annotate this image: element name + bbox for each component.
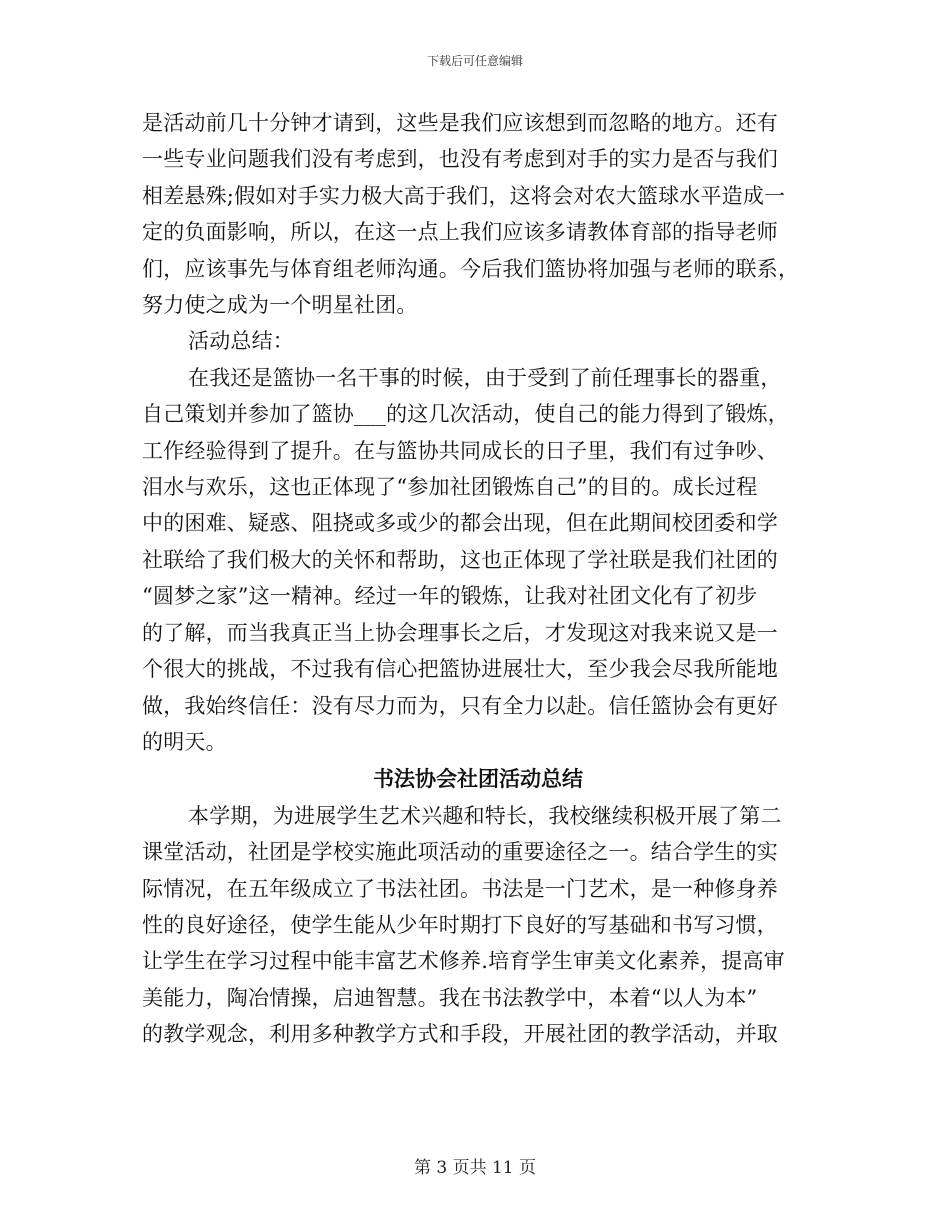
summary-label: 活动总结： bbox=[188, 329, 294, 354]
text-line: 一些专业问题我们没有考虑到，也没有考虑到对手的实力是否与我们 bbox=[142, 147, 778, 172]
page-footer: 第 3 页共 11 页 bbox=[413, 1158, 537, 1178]
text-line: 努力使之成为一个明星社团。 bbox=[142, 293, 418, 318]
text-line: 定的负面影响，所以，在这一点上我们应该多请教体育部的指导老师 bbox=[142, 220, 778, 245]
text-line: 工作经验得到了提升。在与篮协共同成长的日子里，我们有过争吵、 bbox=[142, 438, 778, 463]
text-line: 美能力，陶冶情操，启迪智慧。我在书法教学中，本着“以人为本” bbox=[142, 985, 758, 1010]
text-line: 相差悬殊;假如对手实力极大高于我们，这将会对农大篮球水平造成一 bbox=[142, 183, 786, 208]
paragraph-1 bbox=[142, 105, 814, 323]
text-line: 是活动前几十分钟才请到，这些是我们应该想到而忽略的地方。还有 bbox=[142, 111, 778, 135]
text-line: 的明天。 bbox=[142, 729, 227, 754]
document-body bbox=[142, 105, 814, 1053]
text-line: 中的困难、疑惑、阻挠或多或少的都会出现，但在此期间校团委和学 bbox=[142, 511, 778, 536]
text-line: 们，应该事先与体育组老师沟通。今后我们篮协将加强与老师的联系， bbox=[142, 256, 800, 281]
text-line: 课堂活动，社团是学校实施此项活动的重要途径之一。结合学生的实 bbox=[142, 840, 778, 865]
text-line: 泪水与欢乐，这也正体现了“参加社团锻炼自己”的目的。成长过程 bbox=[142, 475, 758, 500]
text-line: 个很大的挑战，不过我有信心把篮协进展壮大，至少我会尽我所能地 bbox=[142, 657, 778, 682]
text-line: 做，我始终信任：没有尽力而为，只有全力以赴。信任篮协会有更好 bbox=[142, 693, 778, 718]
page-header: 下载后可任意编辑 bbox=[426, 54, 523, 68]
text-line: “圆梦之家”这一精神。经过一年的锻炼，让我对社团文化有了初步 bbox=[142, 584, 758, 609]
text-line: 的教学观念，利用多种教学方式和手段，开展社团的教学活动，并取 bbox=[142, 1022, 778, 1047]
text-line: 性的良好途径，使学生能从少年时期打下良好的写基础和书写习惯， bbox=[142, 912, 778, 937]
text-line: 自己策划并参加了篮协___的这几次活动，使自己的能力得到了锻炼， bbox=[142, 402, 789, 427]
section-title: 书法协会社团活动总结 bbox=[373, 767, 583, 792]
paragraph-3 bbox=[142, 798, 814, 1053]
text-line: 的了解，而当我真正当上协会理事长之后，才发现这对我来说又是一 bbox=[142, 620, 778, 645]
paragraph-2 bbox=[142, 360, 814, 760]
text-line: 际情况，在五年级成立了书法社团。书法是一门艺术，是一种修身养 bbox=[142, 876, 778, 901]
text-line: 本学期，为进展学生艺术兴趣和特长，我校继续积极开展了第二 bbox=[188, 803, 782, 828]
text-line: 让学生在学习过程中能丰富艺术修养.培育学生审美文化素养，提高审 bbox=[142, 949, 785, 974]
text-line: 社联给了我们极大的关怀和帮助，这也正体现了学社联是我们社团的 bbox=[142, 547, 778, 572]
text-line: 在我还是篮协一名干事的时候，由于受到了前任理事长的器重， bbox=[188, 365, 782, 390]
